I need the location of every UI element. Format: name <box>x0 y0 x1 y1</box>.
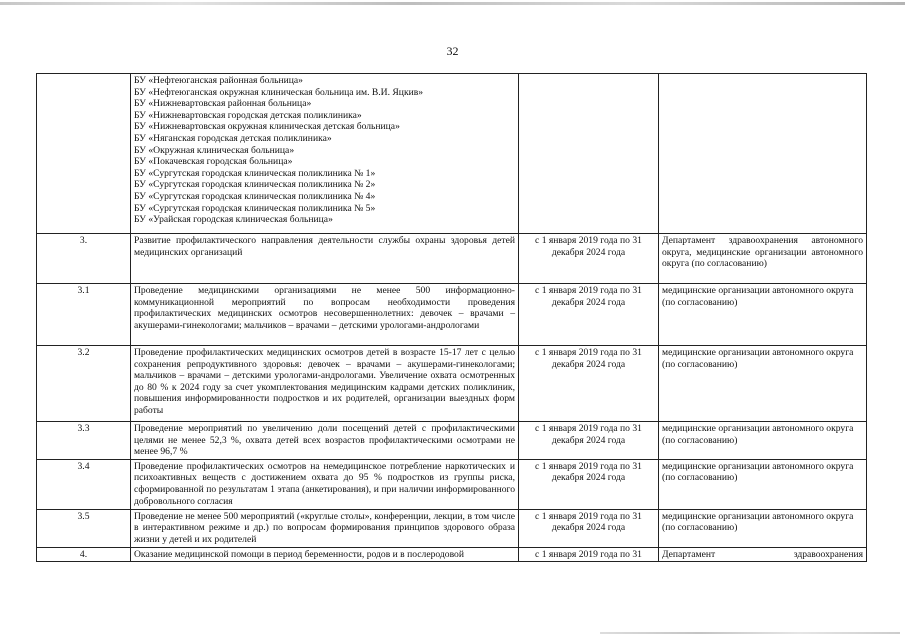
table-row <box>37 422 867 460</box>
hospital-item: БУ «Нефтеюганская районная больница» <box>134 75 303 86</box>
table-row <box>37 547 867 562</box>
row-number: 3.3 <box>37 422 131 460</box>
activity-description: Проведение профилактических осмотров на немедицинское потребление наркотических и психоактивных веществ с достижением охвата до 95 % подростков из группы риска, сформированной по результатам 1 этапа (анкетирования), и при наличии информированного добровольного согласия <box>131 459 519 509</box>
activity-period: с 1 января 2019 года по 31 декабря 2024 года <box>519 422 659 460</box>
program-activities-table <box>36 73 867 562</box>
activity-period: с 1 января 2019 года по 31 <box>519 547 659 562</box>
row-number: 3.2 <box>37 346 131 422</box>
activity-description: Проведение не менее 500 мероприятий («круглые столы», конференции, лекции, в том числе в интерактивном режиме и др.) по вопросам формирования принципов здорового образа жизни у детей и их родителей <box>131 509 519 547</box>
hospital-item: БУ «Покачевская городская больница» <box>134 156 293 168</box>
activity-description: Оказание медицинской помощи в период беременности, родов и в послеродовой <box>131 547 519 562</box>
row-number: 3.5 <box>37 509 131 547</box>
responsible-cell <box>659 74 867 234</box>
activity-period: с 1 января 2019 года по 31 декабря 2024 года <box>519 509 659 547</box>
activity-period: с 1 января 2019 года по 31 декабря 2024 года <box>519 284 659 346</box>
responsible-party: Департамент здравоохранения <box>659 547 867 562</box>
activity-description: Развитие профилактического направления деятельности службы охраны здоровья детей медицинских организаций <box>131 234 519 284</box>
table-row <box>37 234 867 284</box>
hospital-item: БУ «Сургутская городская клиническая поликлиника № 1» <box>134 167 376 179</box>
activity-description: Проведение мероприятий по увеличению доли посещений детей с профилактическими целями не менее 52,3 %, охвата детей всех возрастов профилактическими осмотрами не менее 96,7 % <box>131 422 519 460</box>
row-number: 3. <box>37 234 131 284</box>
table-row <box>37 346 867 422</box>
responsible-party: Департамент здравоохранения автономного округа, медицинские организации автономного округа (по согласованию) <box>659 234 867 284</box>
responsible-party: медицинские организации автономного округа (по согласованию) <box>659 422 867 460</box>
table-row-hospitals-continued <box>37 74 867 234</box>
page-number: 32 <box>446 44 459 58</box>
date-cell <box>519 74 659 234</box>
activity-description: Проведение медицинскими организациями не менее 500 информационно-коммуникационной мероприятий по вопросам необходимости проведения профилактических медицинских осмотров несовершеннолетних: девочек – врачами – акушерами-гинекологами; мальчиков – врачами – детскими урологами-андрологами <box>131 284 519 346</box>
hospital-item: БУ «Нижневартовская окружная клиническая детская больница» <box>134 121 400 133</box>
table-row <box>37 284 867 346</box>
scan-edge-artifact <box>0 2 905 5</box>
row-number: 4. <box>37 547 131 562</box>
responsible-party: медицинские организации автономного округа (по согласованию) <box>659 346 867 422</box>
table-row <box>37 459 867 509</box>
hospital-item: БУ «Сургутская городская клиническая поликлиника № 2» <box>134 179 376 191</box>
activity-period: с 1 января 2019 года по 31 декабря 2024 года <box>519 234 659 284</box>
responsible-party: медицинские организации автономного округа (по согласованию) <box>659 509 867 547</box>
hospital-item: БУ «Урайская городская клиническая больница» <box>134 214 333 226</box>
row-number-cell <box>37 74 131 234</box>
hospital-item: БУ «Окружная клиническая больница» <box>134 144 295 156</box>
hospital-item: БУ «Нижневартовская районная больница» <box>134 98 312 110</box>
row-number: 3.4 <box>37 459 131 509</box>
row-number: 3.1 <box>37 284 131 346</box>
activity-period: с 1 января 2019 года по 31 декабря 2024 года <box>519 346 659 422</box>
responsible-party: медицинские организации автономного округа (по согласованию) <box>659 459 867 509</box>
scan-edge-artifact <box>600 632 900 634</box>
hospital-item: БУ «Нефтеюганская окружная клиническая больница им. В.И. Яцкив» <box>134 86 424 98</box>
hospital-item: БУ «Сургутская городская клиническая поликлиника № 5» <box>134 202 376 214</box>
hospital-item: БУ «Няганская городская детская поликлиника» <box>134 132 332 144</box>
hospital-list-cell <box>131 74 519 234</box>
responsible-party: медицинские организации автономного округа (по согласованию) <box>659 284 867 346</box>
activity-description: Проведение профилактических медицинских осмотров детей в возрасте 15-17 лет с целью сохранения репродуктивного здоровья: девочек – врачами – акушерами-гинекологами; мальчиков – врачами – детскими урологами-андрологами. Увеличение охвата осмотренных до 80 % к 2024 году за счет укомплектования медицинским кадрами детских поликлиник, повышения информированности подростков и их родителей, организации выездных форм работы <box>131 346 519 422</box>
table-row <box>37 509 867 547</box>
activity-period: с 1 января 2019 года по 31 декабря 2024 года <box>519 459 659 509</box>
hospital-item: БУ «Нижневартовская городская детская поликлиника» <box>134 109 362 121</box>
hospital-item: БУ «Сургутская городская клиническая поликлиника № 4» <box>134 190 376 202</box>
